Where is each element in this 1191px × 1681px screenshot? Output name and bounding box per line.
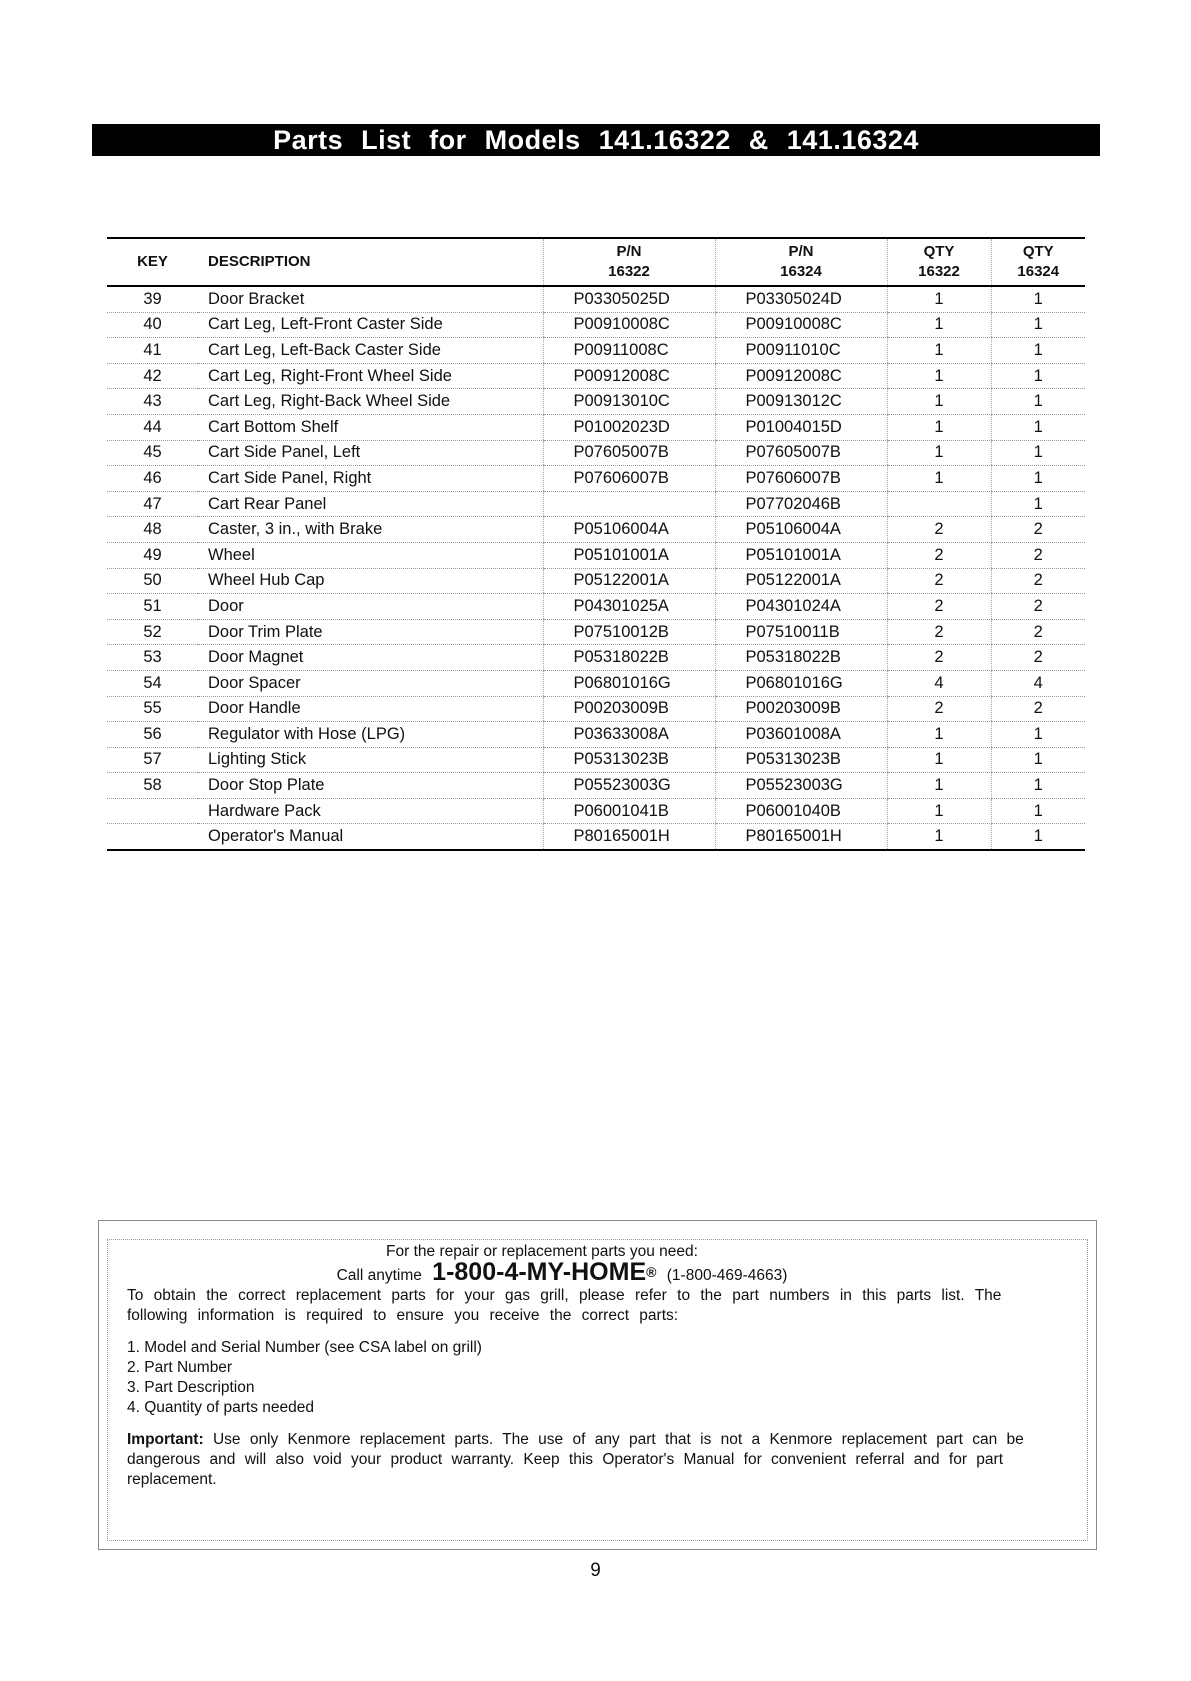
- row-qty-16324: 1: [991, 824, 1085, 850]
- table-row: [107, 619, 1085, 645]
- table-row: [107, 491, 1085, 517]
- row-qty-16322: 1: [887, 312, 991, 338]
- row-qty-16324: 1: [991, 722, 1085, 748]
- row-qty-16322: 1: [887, 414, 991, 440]
- intro-paragraph: To obtain the correct replacement parts for your gas grill, please refer to the part numbers in this parts list. The following information is required to ensure you receive the correct parts:: [127, 1287, 1002, 1324]
- row-key: 51: [107, 594, 198, 620]
- need-line: For the repair or replacement parts you need:: [386, 1243, 698, 1260]
- phone-brand-text: 1-800-4-MY-HOME: [432, 1258, 647, 1286]
- header-key: KEY: [137, 253, 168, 270]
- list-item: 2. Part Number: [127, 1359, 233, 1376]
- row-description: Cart Leg, Left-Front Caster Side: [198, 312, 543, 338]
- row-qty-16322: 1: [887, 747, 991, 773]
- row-pn-16322: P07605007B: [543, 440, 715, 466]
- row-pn-16324: P00912008C: [715, 363, 887, 389]
- table-row: [107, 338, 1085, 364]
- row-qty-16324: 1: [991, 312, 1085, 338]
- row-qty-16322: 2: [887, 645, 991, 671]
- table-header-row: [107, 238, 1085, 286]
- row-description: Cart Rear Panel: [198, 491, 543, 517]
- table-row: [107, 773, 1085, 799]
- row-pn-16322: P00913010C: [543, 389, 715, 415]
- row-pn-16324: P00913012C: [715, 389, 887, 415]
- page-title-bar: [92, 124, 1100, 156]
- row-pn-16322: P05122001A: [543, 568, 715, 594]
- row-pn-16324: P07510011B: [715, 619, 887, 645]
- row-pn-16324: P00910008C: [715, 312, 887, 338]
- row-pn-16322: P05106004A: [543, 517, 715, 543]
- header-qty-16322-line1: QTY: [923, 243, 955, 260]
- row-pn-16322: P03305025D: [543, 286, 715, 312]
- row-qty-16324: 2: [991, 619, 1085, 645]
- row-qty-16322: 1: [887, 286, 991, 312]
- row-pn-16322: P04301025A: [543, 594, 715, 620]
- row-description: Door Spacer: [198, 670, 543, 696]
- row-description: Operator's Manual: [198, 824, 543, 850]
- important-paragraph: [127, 1430, 1057, 1490]
- row-pn-16324: P05318022B: [715, 645, 887, 671]
- header-pn-16322-line2: 16322: [608, 263, 650, 280]
- row-pn-16322: P03633008A: [543, 722, 715, 748]
- row-key: 44: [107, 414, 198, 440]
- table-row: [107, 517, 1085, 543]
- row-description: Hardware Pack: [198, 798, 543, 824]
- row-qty-16324: 1: [991, 440, 1085, 466]
- row-key: 58: [107, 773, 198, 799]
- row-pn-16322: P07510012B: [543, 619, 715, 645]
- row-description: Wheel Hub Cap: [198, 568, 543, 594]
- row-description: Door Bracket: [198, 286, 543, 312]
- table-row: [107, 466, 1085, 492]
- row-pn-16324: P07606007B: [715, 466, 887, 492]
- table-row: [107, 312, 1085, 338]
- row-key: 45: [107, 440, 198, 466]
- row-key: 43: [107, 389, 198, 415]
- row-key: 47: [107, 491, 198, 517]
- row-qty-16324: 2: [991, 542, 1085, 568]
- row-pn-16322: P00203009B: [543, 696, 715, 722]
- row-pn-16324: P01004015D: [715, 414, 887, 440]
- row-qty-16322: 1: [887, 722, 991, 748]
- row-pn-16324: P06801016G: [715, 670, 887, 696]
- row-qty-16322: 2: [887, 696, 991, 722]
- row-qty-16324: 1: [991, 773, 1085, 799]
- row-qty-16324: 1: [991, 389, 1085, 415]
- row-qty-16322: 1: [887, 389, 991, 415]
- row-pn-16324: P05313023B: [715, 747, 887, 773]
- row-description: Wheel: [198, 542, 543, 568]
- row-pn-16324: P05106004A: [715, 517, 887, 543]
- row-qty-16322: [887, 491, 991, 517]
- row-pn-16324: P07702046B: [715, 491, 887, 517]
- row-pn-16322: P06801016G: [543, 670, 715, 696]
- row-description: Door Trim Plate: [198, 619, 543, 645]
- row-qty-16322: 2: [887, 594, 991, 620]
- row-qty-16322: 2: [887, 619, 991, 645]
- list-item: 1. Model and Serial Number (see CSA label on grill): [127, 1339, 482, 1356]
- header-qty-16322-line2: 16322: [918, 263, 960, 280]
- row-key: 53: [107, 645, 198, 671]
- row-pn-16322: P05101001A: [543, 542, 715, 568]
- header-qty-16322: [887, 238, 991, 286]
- table-row: [107, 363, 1085, 389]
- table-row: [107, 542, 1085, 568]
- row-qty-16324: 2: [991, 568, 1085, 594]
- list-item: 4. Quantity of parts needed: [127, 1399, 314, 1416]
- table-row: [107, 594, 1085, 620]
- header-pn-16324-line2: 16324: [780, 263, 822, 280]
- row-description: Cart Leg, Right-Front Wheel Side: [198, 363, 543, 389]
- call-prefix: Call anytime: [336, 1267, 422, 1284]
- row-description: Lighting Stick: [198, 747, 543, 773]
- row-pn-16324: P00911010C: [715, 338, 887, 364]
- row-description: Cart Side Panel, Right: [198, 466, 543, 492]
- parts-table: [107, 237, 1085, 851]
- row-key: 40: [107, 312, 198, 338]
- header-pn-16324-line1: P/N: [788, 243, 814, 260]
- call-line: [127, 1258, 1057, 1286]
- info-text: [127, 1242, 1057, 1490]
- row-qty-16322: 4: [887, 670, 991, 696]
- row-pn-16322: P00911008C: [543, 338, 715, 364]
- row-description: Cart Side Panel, Left: [198, 440, 543, 466]
- list-item: 3. Part Description: [127, 1379, 255, 1396]
- row-qty-16322: 1: [887, 338, 991, 364]
- row-pn-16324: P07605007B: [715, 440, 887, 466]
- row-pn-16322: P05523003G: [543, 773, 715, 799]
- row-description: Caster, 3 in., with Brake: [198, 517, 543, 543]
- table-row: [107, 440, 1085, 466]
- row-pn-16322: P07606007B: [543, 466, 715, 492]
- row-description: Regulator with Hose (LPG): [198, 722, 543, 748]
- table-row: [107, 389, 1085, 415]
- row-key: 56: [107, 722, 198, 748]
- header-qty-16324: [991, 238, 1085, 286]
- row-key: 57: [107, 747, 198, 773]
- row-key: 54: [107, 670, 198, 696]
- table-row: [107, 798, 1085, 824]
- row-qty-16324: 2: [991, 696, 1085, 722]
- table-row: [107, 824, 1085, 850]
- row-qty-16322: 1: [887, 466, 991, 492]
- important-text: Use only Kenmore replacement parts. The use of any part that is not a Kenmore replacement part can be dangerous and will also void your product warranty. Keep this Operator's Manual for convenient referral and for part replacement.: [127, 1431, 1024, 1488]
- row-key: 48: [107, 517, 198, 543]
- row-qty-16324: 2: [991, 594, 1085, 620]
- table-row: [107, 670, 1085, 696]
- row-key: [107, 824, 198, 850]
- row-pn-16324: P05523003G: [715, 773, 887, 799]
- table-row: [107, 568, 1085, 594]
- table-row: [107, 414, 1085, 440]
- row-key: 52: [107, 619, 198, 645]
- table-row: [107, 747, 1085, 773]
- row-key: 42: [107, 363, 198, 389]
- row-qty-16324: 1: [991, 466, 1085, 492]
- row-qty-16322: 1: [887, 773, 991, 799]
- row-qty-16324: 2: [991, 645, 1085, 671]
- row-key: 49: [107, 542, 198, 568]
- header-description: DESCRIPTION: [208, 253, 311, 270]
- row-pn-16324: P04301024A: [715, 594, 887, 620]
- row-qty-16322: 2: [887, 568, 991, 594]
- row-pn-16322: P05318022B: [543, 645, 715, 671]
- row-pn-16322: P00910008C: [543, 312, 715, 338]
- page-title: Parts List for Models 141.16322 & 141.16324: [273, 124, 919, 155]
- row-qty-16324: 1: [991, 414, 1085, 440]
- row-qty-16322: 1: [887, 824, 991, 850]
- row-qty-16324: 1: [991, 286, 1085, 312]
- row-key: 41: [107, 338, 198, 364]
- header-qty-16324-line1: QTY: [1022, 243, 1054, 260]
- row-description: Cart Bottom Shelf: [198, 414, 543, 440]
- table-row: [107, 286, 1085, 312]
- required-info-list: [127, 1338, 1057, 1418]
- row-pn-16322: P05313023B: [543, 747, 715, 773]
- row-key: 55: [107, 696, 198, 722]
- row-qty-16324: 1: [991, 363, 1085, 389]
- header-qty-16324-line2: 16324: [1017, 263, 1060, 280]
- row-key: 46: [107, 466, 198, 492]
- row-pn-16322: P00912008C: [543, 363, 715, 389]
- row-description: Door: [198, 594, 543, 620]
- row-qty-16324: 1: [991, 798, 1085, 824]
- row-qty-16322: 1: [887, 798, 991, 824]
- row-pn-16324: P06001040B: [715, 798, 887, 824]
- row-pn-16322: [543, 491, 715, 517]
- row-qty-16324: 1: [991, 491, 1085, 517]
- row-pn-16322: P80165001H: [543, 824, 715, 850]
- row-pn-16324: P05101001A: [715, 542, 887, 568]
- row-qty-16324: 1: [991, 338, 1085, 364]
- table-row: [107, 696, 1085, 722]
- row-qty-16322: 1: [887, 363, 991, 389]
- row-qty-16322: 2: [887, 517, 991, 543]
- row-pn-16322: P01002023D: [543, 414, 715, 440]
- row-description: Cart Leg, Right-Back Wheel Side: [198, 389, 543, 415]
- row-pn-16324: P05122001A: [715, 568, 887, 594]
- row-key: 39: [107, 286, 198, 312]
- row-qty-16322: 2: [887, 542, 991, 568]
- phone-brand: [432, 1258, 656, 1286]
- row-qty-16322: 1: [887, 440, 991, 466]
- phone-digits: (1-800-469-4663): [666, 1267, 788, 1284]
- header-pn-16322-line1: P/N: [616, 243, 642, 260]
- row-pn-16324: P03305024D: [715, 286, 887, 312]
- row-description: Cart Leg, Left-Back Caster Side: [198, 338, 543, 364]
- registered-mark: ®: [646, 1264, 657, 1280]
- header-pn-16322: [543, 238, 715, 286]
- page-number: 9: [590, 1560, 601, 1581]
- important-label: Important:: [127, 1431, 204, 1448]
- table-row: [107, 722, 1085, 748]
- row-pn-16324: P00203009B: [715, 696, 887, 722]
- row-description: Door Handle: [198, 696, 543, 722]
- parts-table-body: [107, 286, 1085, 850]
- row-key: [107, 798, 198, 824]
- row-description: Door Magnet: [198, 645, 543, 671]
- row-qty-16324: 4: [991, 670, 1085, 696]
- row-pn-16324: P03601008A: [715, 722, 887, 748]
- row-description: Door Stop Plate: [198, 773, 543, 799]
- row-pn-16322: P06001041B: [543, 798, 715, 824]
- row-key: 50: [107, 568, 198, 594]
- header-pn-16324: [715, 238, 887, 286]
- table-row: [107, 645, 1085, 671]
- row-qty-16324: 2: [991, 517, 1085, 543]
- row-qty-16324: 1: [991, 747, 1085, 773]
- row-pn-16324: P80165001H: [715, 824, 887, 850]
